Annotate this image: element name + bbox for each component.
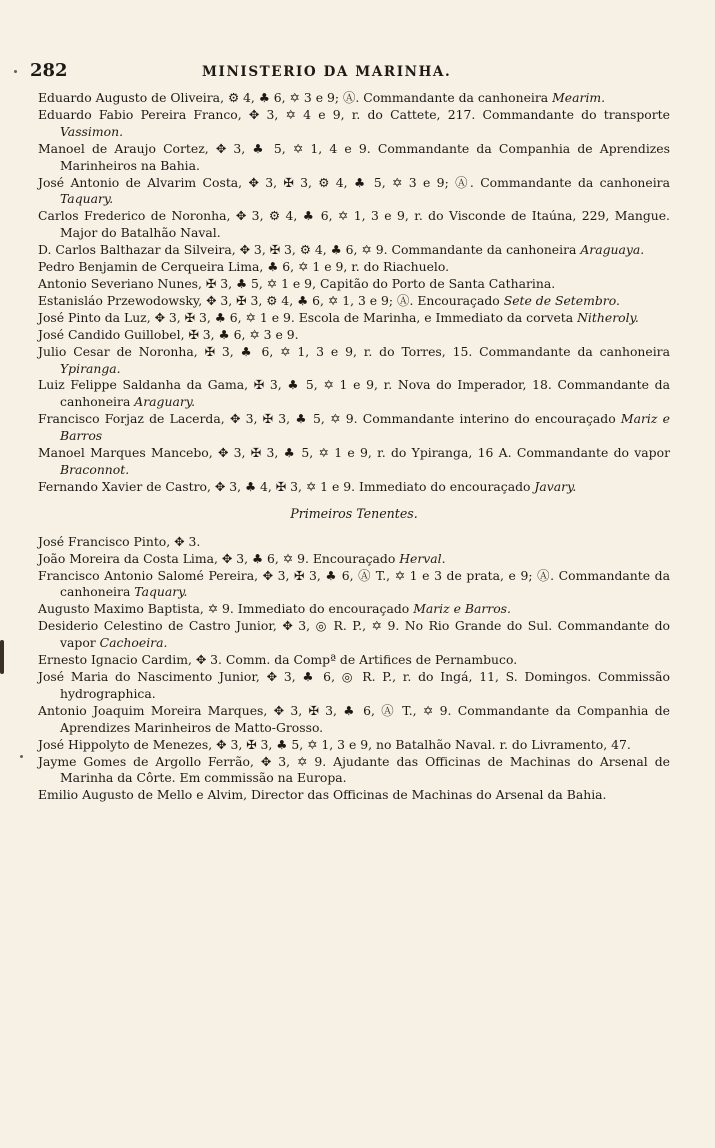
officer-entry-text: Luiz Felippe Saldanha da Gama, ✠ 3, ♣ 5, ✡ 1 e 9, r. Nova do Imperador, 18. Commandante da canhoneira <box>38 377 670 410</box>
officer-entry <box>38 669 670 703</box>
ship-name: Taquary. <box>134 584 188 600</box>
officer-entry <box>38 534 670 551</box>
officer-list-primeiros-tenentes <box>38 534 670 805</box>
officer-entry-text: D. Carlos Balthazar da Silveira, ✥ 3, ✠ 3, ⚙ 4, ♣ 6, ✡ 9. Commandante da canhoneira <box>38 242 581 258</box>
officer-entry-text: João Moreira da Costa Lima, ✥ 3, ♣ 6, ✡ 9. Encouraçado <box>38 550 400 566</box>
page-body <box>38 90 670 804</box>
ship-name: Araguary. <box>134 394 196 410</box>
officer-entry <box>38 259 670 276</box>
officer-entry-text: José Antonio de Alvarim Costa, ✥ 3, ✠ 3, ⚙ 4, ♣ 5, ✡ 3 e 9; Ⓐ. Commandante da canhoneira <box>38 174 670 190</box>
officer-entry-text: Francisco Forjaz de Lacerda, ✥ 3, ✠ 3, ♣ 5, ✡ 9. Commandante interino do encouraçado <box>38 411 621 427</box>
officer-entry-text: Augusto Maximo Baptista, ✡ 9. Immediato do encouraçado <box>38 601 414 617</box>
officer-entry-text: José Candido Guillobel, ✠ 3, ♣ 6, ✡ 3 e 9. <box>38 326 299 342</box>
officer-entry <box>38 175 670 209</box>
officer-entry-text: Fernando Xavier de Castro, ✥ 3, ♣ 4, ✠ 3, ✡ 1 e 9. Immediato do encouraçado <box>38 478 535 494</box>
officer-entry-text: José Hippolyto de Menezes, ✥ 3, ✠ 3, ♣ 5, ✡ 1, 3 e 9, no Batalhão Naval. r. do Livramento, 47. <box>38 736 631 752</box>
officer-entry <box>38 208 670 242</box>
officer-entry <box>38 737 670 754</box>
officer-entry-text: Manoel Marques Mancebo, ✥ 3, ✠ 3, ♣ 5, ✡ 1 e 9, r. do Ypiranga, 16 A. Commandante do vapor <box>38 445 670 461</box>
ship-name: Mearim. <box>552 90 606 105</box>
officer-entry <box>38 703 670 737</box>
officer-entry <box>38 652 670 669</box>
officer-entry-text: Antonio Severiano Nunes, ✠ 3, ♣ 5, ✡ 1 e 9, Capitão do Porto de Santa Catharina. <box>38 275 556 291</box>
ship-name: Ypiranga. <box>60 360 121 376</box>
officer-entry <box>38 411 670 445</box>
section-heading: Primeiros Tenentes. <box>290 505 418 521</box>
officer-entry-text: Francisco Antonio Salomé Pereira, ✥ 3, ✠ 3, ♣ 6, Ⓐ T., ✡ 1 e 3 de prata, e 9; Ⓐ. Commandante da canhoneira <box>38 567 670 600</box>
officer-entry-text: Emilio Augusto de Mello e Alvim, Director das Officinas de Machinas do Arsenal da Bahia. <box>38 787 607 803</box>
ship-name: Vassimon. <box>60 123 124 139</box>
officer-entry-text: Manoel de Araujo Cortez, ✥ 3, ♣ 5, ✡ 1, 4 e 9. Commandante da Companhia de Aprendizes Marinheiros na Bahia. <box>38 140 670 173</box>
ship-name: Javary. <box>534 478 577 494</box>
paper-speck <box>14 70 17 73</box>
officer-entry <box>38 276 670 293</box>
officer-entry <box>38 90 670 107</box>
officer-entry <box>38 107 670 141</box>
ship-name: Araguaya. <box>580 242 645 258</box>
officer-entry-text: José Maria do Nascimento Junior, ✥ 3, ♣ 6, ◎ R. P., r. do Ingá, 11, S. Domingos. Commissão hydrographica. <box>38 669 670 701</box>
ship-name: Braconnot. <box>60 461 130 477</box>
officer-entry <box>38 568 670 602</box>
officer-entry-text: José Pinto da Luz, ✥ 3, ✠ 3, ♣ 6, ✡ 1 e 9. Escola de Marinha, e Immediato da corveta <box>38 309 578 325</box>
officer-entry <box>38 445 670 479</box>
officer-entry <box>38 601 670 618</box>
officer-entry-text: Estanisláo Przewodowsky, ✥ 3, ✠ 3, ⚙ 4, ♣ 6, ✡ 1, 3 e 9; Ⓐ. Encouraçado <box>38 292 504 308</box>
running-title: MINISTERIO DA MARINHA. <box>202 64 452 80</box>
ship-name: Taquary. <box>60 191 114 207</box>
officer-entry <box>38 377 670 411</box>
officer-entry-text: Desiderio Celestino de Castro Junior, ✥ 3, ◎ R. P., ✡ 9. No Rio Grande do Sul. Commandante do vapor <box>38 618 670 651</box>
officer-entry <box>38 242 670 259</box>
officer-entry-text: Jayme Gomes de Argollo Ferrão, ✥ 3, ✡ 9. Ajudante das Officinas de Machinas do Arsenal de Marinha da Côrte. Em commissão na Europa. <box>38 753 670 786</box>
officer-entry-text: Eduardo Fabio Pereira Franco, ✥ 3, ✡ 4 e 9, r. do Cattete, 217. Commandante do transporte <box>38 106 670 122</box>
officer-entry <box>38 310 670 327</box>
page-header <box>30 60 670 86</box>
ship-name: Nitheroly. <box>577 309 639 325</box>
officer-entry <box>38 551 670 568</box>
margin-ink-mark <box>0 640 4 674</box>
page-number: 282 <box>30 60 68 81</box>
officer-list-capitaes <box>38 90 670 496</box>
officer-entry-text: Carlos Frederico de Noronha, ✥ 3, ⚙ 4, ♣ 6, ✡ 1, 3 e 9, r. do Visconde de Itaúna, 229, Mangue. Major do Batalhão Naval. <box>38 208 670 241</box>
officer-entry <box>38 618 670 652</box>
officer-entry-text: Antonio Joaquim Moreira Marques, ✥ 3, ✠ 3, ♣ 6, Ⓐ T., ✡ 9. Commandante da Companhia de Aprendizes Marinheiros de Matto-Grosso. <box>38 702 670 735</box>
ship-name: Mariz e Barros. <box>413 601 511 617</box>
officer-entry-text: Pedro Benjamin de Cerqueira Lima, ♣ 6, ✡ 1 e 9, r. do Riachuelo. <box>38 259 450 275</box>
ship-name: Sete de Setembro. <box>503 292 620 308</box>
officer-entry-text: Ernesto Ignacio Cardim, ✥ 3. Comm. da Compª de Artifices de Pernambuco. <box>38 652 518 668</box>
officer-entry <box>38 293 670 310</box>
officer-entry <box>38 327 670 344</box>
officer-entry <box>38 479 670 496</box>
officer-entry <box>38 754 670 788</box>
ship-name: Mariz e Barros <box>60 411 670 444</box>
officer-entry-text: José Francisco Pinto, ✥ 3. <box>38 533 201 549</box>
officer-entry-text: Julio Cesar de Noronha, ✠ 3, ♣ 6, ✡ 1, 3 e 9, r. do Torres, 15. Commandante da canhoneira <box>38 343 670 359</box>
officer-entry-text: Eduardo Augusto de Oliveira, ⚙ 4, ♣ 6, ✡ 3 e 9; Ⓐ. Commandante da canhoneira <box>38 90 553 105</box>
officer-entry <box>38 787 670 804</box>
paper-speck <box>20 755 23 758</box>
officer-entry <box>38 344 670 378</box>
ship-name: Herval. <box>399 550 446 566</box>
officer-entry <box>38 141 670 175</box>
ship-name: Cachoeira. <box>99 635 168 651</box>
